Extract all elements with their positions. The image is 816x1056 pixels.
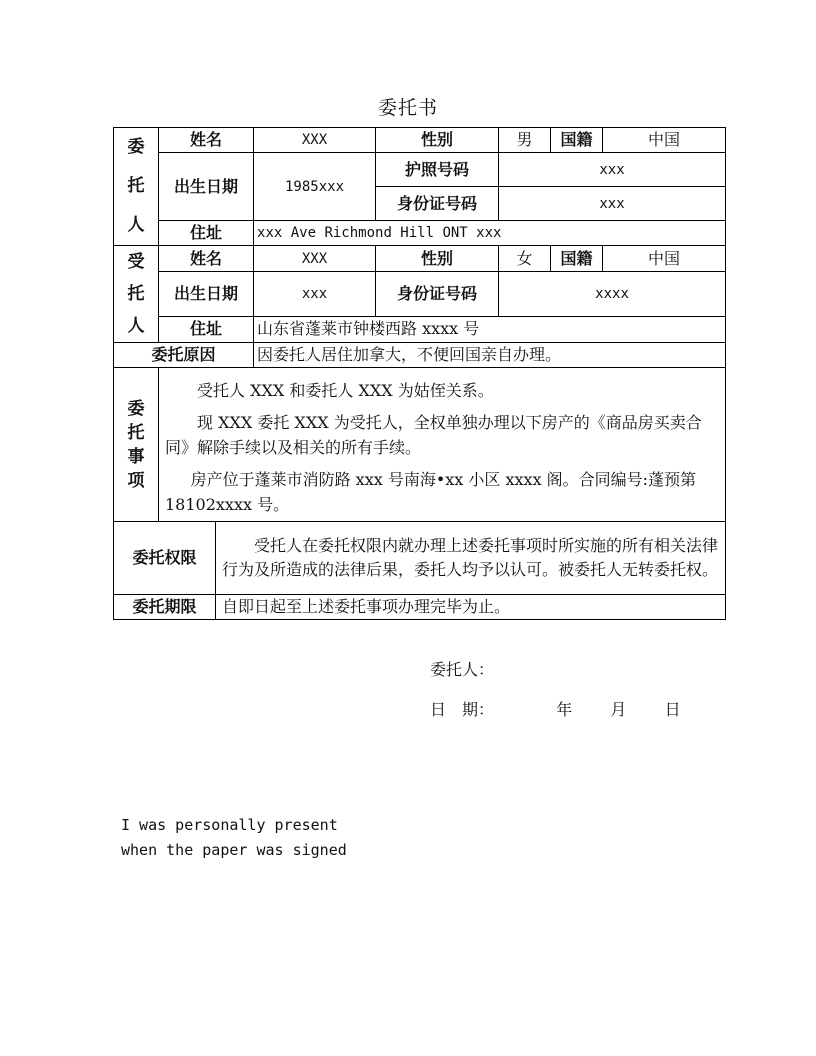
principal-row-passport (114, 153, 726, 187)
agent-dob: xxx (254, 272, 376, 316)
principal-side-label: 委 托 人 (114, 128, 159, 246)
reason-label: 委托原因 (114, 343, 254, 368)
agent-gender-label: 性别 (376, 246, 499, 272)
term-label: 委托期限 (114, 595, 216, 620)
principal-name: XXX (254, 128, 376, 153)
reason-row (114, 343, 726, 368)
date-day: 日 (664, 700, 681, 719)
agent-name: XXX (254, 246, 376, 272)
principal-signature-label: 委托人： (430, 660, 495, 679)
agent-row-name (114, 246, 726, 272)
principal-gender: 男 (499, 128, 551, 153)
principal-id-label: 身份证号码 (376, 187, 499, 221)
agent-name-label: 姓名 (159, 246, 254, 272)
principal-dob: 1985xxx (254, 153, 376, 221)
agent-row-address (114, 316, 726, 342)
principal-nationality: 中国 (603, 128, 726, 153)
date-line (430, 697, 681, 720)
matters-paragraph-2: 现 XXX 委托 XXX 为受托人，全权单独办理以下房产的《商品房买卖合同》解除手续以及相关的所有手续。 (165, 413, 702, 457)
term-row (114, 595, 726, 620)
principal-passport-label: 护照号码 (376, 153, 499, 187)
term-text: 自即日起至上述委托事项办理完毕为止。 (216, 595, 726, 620)
date-month: 月 (610, 700, 627, 719)
principal-address: xxx Ave Richmond Hill ONT xxx (254, 221, 726, 246)
principal-row-name (114, 128, 726, 153)
agent-address: 山东省蓬莱市钟楼西路 xxxx 号 (254, 316, 726, 342)
principal-address-label: 住址 (159, 221, 254, 246)
agent-row-dob (114, 272, 726, 316)
date-label: 日 期： (430, 700, 495, 719)
principal-row-address (114, 221, 726, 246)
matters-side-label: 委 托 事 项 (114, 368, 159, 522)
agent-id-label: 身份证号码 (376, 272, 499, 316)
reason-text: 因委托人居住加拿大，不便回国亲自办理。 (254, 343, 726, 368)
authority-row (114, 522, 726, 595)
agent-nationality: 中国 (603, 246, 726, 272)
agent-side-label: 受 托 人 (114, 246, 159, 343)
agent-address-label: 住址 (159, 316, 254, 342)
principal-nationality-label: 国籍 (551, 128, 603, 153)
power-of-attorney-form (113, 127, 726, 620)
document-title: 委托书 (377, 97, 438, 119)
authority-text: 受托人在委托权限内就办理上述委托事项时所实施的所有相关法律行为及所造成的法律后果，委托人均予以认可。被委托人无转委托权。 (216, 522, 726, 595)
principal-passport: xxx (499, 153, 726, 187)
principal-name-label: 姓名 (159, 128, 254, 153)
note-line-1: I was personally present (121, 816, 338, 834)
agent-gender: 女 (499, 246, 551, 272)
principal-dob-label: 出生日期 (159, 153, 254, 221)
principal-gender-label: 性别 (376, 128, 499, 153)
authority-label: 委托权限 (114, 522, 216, 595)
agent-dob-label: 出生日期 (159, 272, 254, 316)
agent-id: xxxx (499, 272, 726, 316)
matters-paragraph-3: 房产位于蓬莱市消防路 xxx 号南海•xx 小区 xxxx 阁。合同编号:蓬预第 18102xxxx 号。 (165, 470, 697, 514)
handwritten-note (121, 813, 347, 863)
matters-row (114, 368, 726, 522)
note-line-2: when the paper was signed (121, 841, 347, 859)
matters-content (159, 368, 726, 522)
date-year: 年 (556, 700, 573, 719)
principal-id: xxx (499, 187, 726, 221)
agent-nationality-label: 国籍 (551, 246, 603, 272)
matters-paragraph-1: 受托人 XXX 和委托人 XXX 为姑侄关系。 (197, 381, 494, 400)
